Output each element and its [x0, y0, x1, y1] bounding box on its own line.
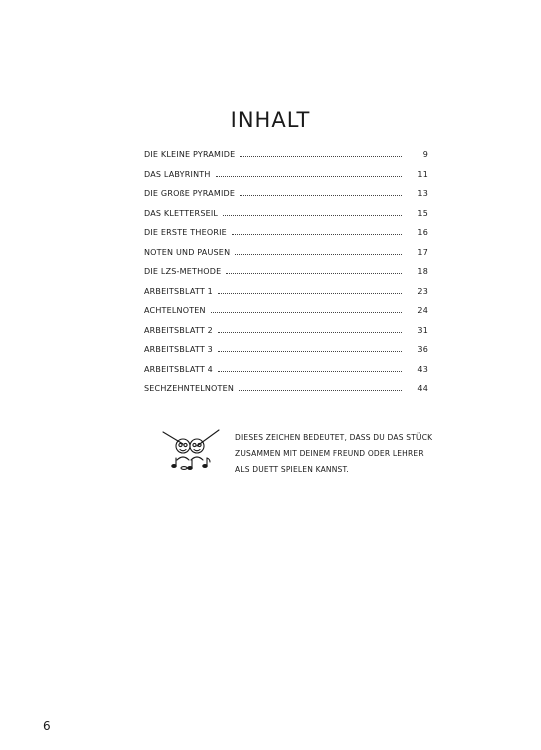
duet-note-line: DIESES ZEICHEN BEDEUTET, DASS DU DAS STÜCK: [235, 433, 433, 442]
toc-entry-label: DAS KLETTERSEIL: [144, 208, 219, 218]
toc-entry-label: NOTEN UND PAUSEN: [144, 247, 231, 257]
dot-leader: [211, 306, 402, 313]
toc-entry[interactable]: [144, 345, 428, 359]
toc-entry-label: DIE ERSTE THEORIE: [144, 228, 227, 237]
toc-entry-label: ARBEITSBLATT 4: [144, 364, 213, 374]
toc-entry-page: 43: [417, 364, 428, 374]
duet-drummers-icon: [157, 426, 229, 474]
duet-note-text: [235, 430, 433, 478]
dot-leader: [218, 326, 402, 333]
duet-note-line: ALS DUETT SPIELEN KANNST.: [235, 465, 349, 474]
toc-entry-page: 36: [417, 345, 428, 354]
toc-entry-page: 9: [422, 150, 428, 159]
dot-leader: [240, 189, 402, 196]
toc-entry-label: ARBEITSBLATT 1: [144, 286, 213, 296]
page-title: INHALT: [230, 108, 311, 132]
toc-entry[interactable]: [144, 228, 428, 242]
toc-entry-page: 16: [417, 228, 428, 237]
toc-entry-label: DIE KLEINE PYRAMIDE: [144, 150, 236, 159]
toc-entry-page: 44: [417, 384, 428, 393]
toc-entry-page: 11: [417, 169, 428, 179]
dot-leader: [240, 150, 402, 157]
dot-leader: [223, 209, 402, 216]
dot-leader: [216, 170, 402, 177]
toc-entry-label: ACHTELNOTEN: [144, 306, 206, 315]
toc-entry[interactable]: [144, 306, 428, 320]
toc-entry-label: ARBEITSBLATT 3: [144, 345, 213, 354]
page-number: 6: [43, 719, 51, 733]
toc-entry[interactable]: [144, 384, 428, 398]
toc-entry[interactable]: [144, 326, 428, 340]
toc-entry[interactable]: [144, 189, 428, 203]
toc-entry-page: 31: [417, 325, 428, 335]
dot-leader: [218, 365, 402, 372]
toc-entry-label: DIE LZS-METHODE: [144, 267, 222, 276]
toc-entry[interactable]: [144, 287, 428, 301]
toc-entry-page: 23: [417, 286, 428, 296]
toc-entry-page: 13: [417, 189, 428, 198]
toc-entry-page: 15: [417, 208, 428, 218]
toc-entry-page: 17: [417, 247, 428, 257]
duet-note: [157, 426, 433, 486]
dot-leader: [226, 267, 402, 274]
toc-entry-page: 24: [417, 306, 428, 315]
duet-note-line: ZUSAMMEN MIT DEINEM FREUND ODER LEHRER: [235, 449, 424, 458]
dot-leader: [239, 384, 402, 391]
dot-leader: [218, 287, 402, 294]
toc-entry[interactable]: [144, 170, 428, 184]
dot-leader: [218, 345, 402, 352]
dot-leader: [235, 248, 402, 255]
toc-entry-label: DAS LABYRINTH: [144, 169, 211, 179]
toc-entry[interactable]: [144, 150, 428, 164]
toc-entry-label: SECHZEHNTELNOTEN: [144, 384, 235, 393]
toc-entry[interactable]: [144, 248, 428, 262]
toc-entry[interactable]: [144, 267, 428, 281]
dot-leader: [232, 228, 402, 235]
toc-entry[interactable]: [144, 365, 428, 379]
toc-entry-label: DIE GROßE PYRAMIDE: [144, 189, 236, 198]
toc-entry[interactable]: [144, 209, 428, 223]
toc-entry-page: 18: [417, 267, 428, 276]
toc-entry-label: ARBEITSBLATT 2: [144, 325, 213, 335]
